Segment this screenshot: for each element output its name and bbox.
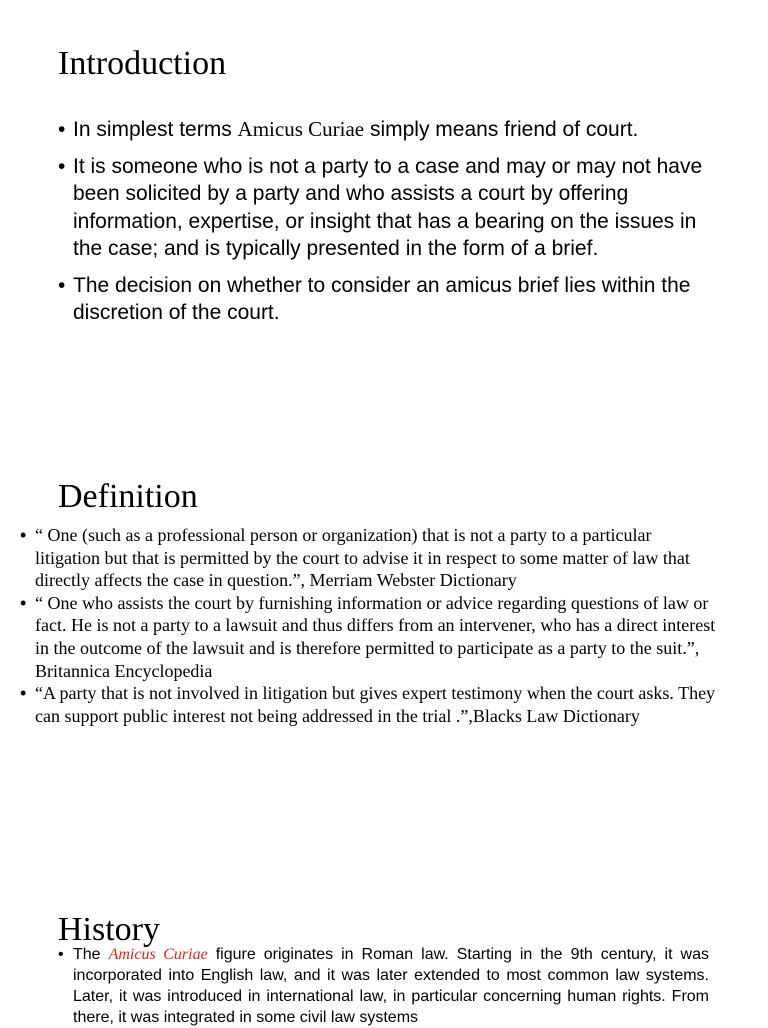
history-bullet-list bbox=[58, 944, 709, 1028]
introduction-bullet: • It is someone who is not a party to a case and may or may not have been solicited by a party and who assists a court by offering information, expertise, or insight that has a bearing on the issues in the case; and is typically presented in the form of a brief. bbox=[58, 153, 708, 263]
definition-bullet: • “ One who assists the court by furnishing information or advice regarding questions of law or fact. He is not a party to a lawsuit and thus differs from an intervener, who has a direct interest in the outcome of the lawsuit and is therefore permitted to participate as a party to the suit.”, Britannica Encyclopedia bbox=[20, 592, 720, 682]
definition-title: Definition bbox=[58, 478, 198, 515]
bullet-text: figure originates in Roman law. Starting in the 9th century, it was incorporated into English law, and it was later extended to most common law systems. Later, it was introduced in international law, in particular concerning human rights. From there, it was integrated in some civil law systems bbox=[73, 946, 709, 1026]
amicus-curiae-term: Amicus Curiae bbox=[108, 946, 208, 963]
introduction-bullet: • The decision on whether to consider an amicus brief lies within the discretion of the court. bbox=[58, 272, 708, 327]
bullet-text: In simplest terms bbox=[73, 118, 238, 141]
bullet-text: The bbox=[73, 946, 109, 963]
history-bullet bbox=[58, 944, 709, 1028]
definition-bullet: • “A party that is not involved in litigation but gives expert testimony when the court asks. They can support public interest not being addressed in the trial .”,Blacks Law Dictionary bbox=[20, 682, 720, 727]
introduction-bullet-list bbox=[58, 116, 708, 336]
history-title: History bbox=[58, 911, 160, 948]
definition-bullet-list bbox=[20, 524, 720, 727]
bullet-text: simply means friend of court. bbox=[364, 118, 639, 141]
amicus-curiae-term: Amicus Curiae bbox=[237, 117, 365, 141]
introduction-title: Introduction bbox=[58, 45, 227, 82]
introduction-bullet bbox=[58, 116, 708, 144]
definition-bullet: • “ One (such as a professional person or organization) that is not a party to a particular litigation but that is permitted by the court to advise it in respect to some matter of law that directly affects the case in question.”, Merriam Webster Dictionary bbox=[20, 524, 720, 592]
